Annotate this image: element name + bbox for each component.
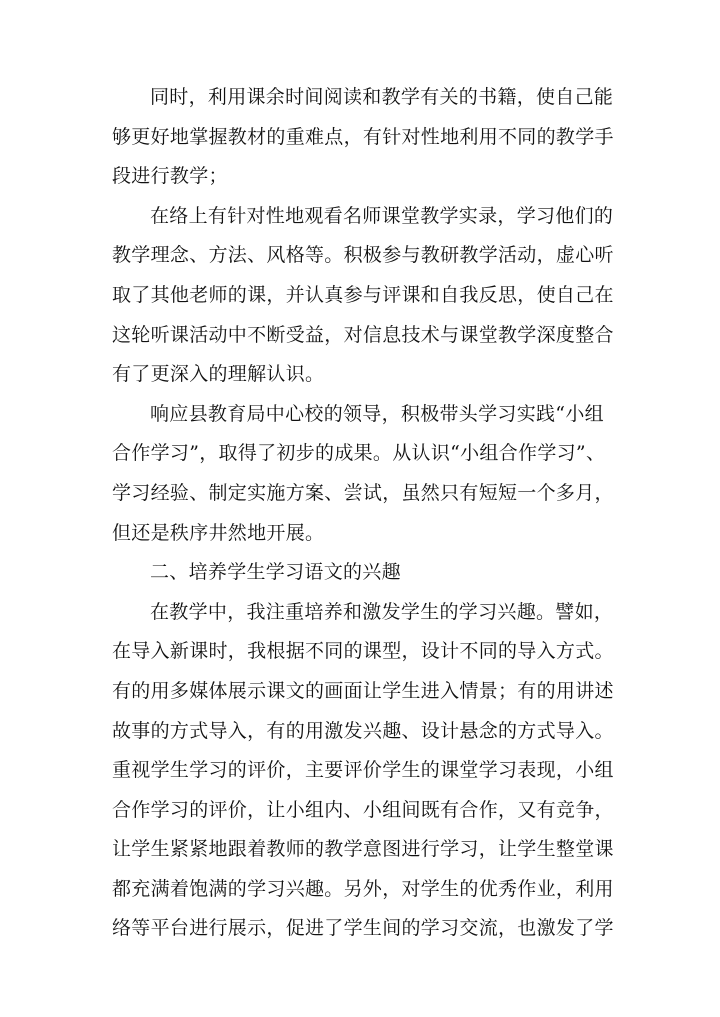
text-line: 但还是秩序井然地开展。 — [112, 521, 325, 544]
text-line: 教学理念、方法、风格等。积极参与教研教学活动，虚心听 — [112, 244, 614, 267]
text-line: 有的用多媒体展示课文的画面让学生进入情景；有的用讲述 — [112, 679, 614, 702]
text-line: 在络上有针对性地观看名师课堂教学实录，学习他们的 — [150, 204, 614, 227]
text-line: 重视学生学习的评价，主要评价学生的课堂学习表现，小组 — [112, 759, 614, 782]
text-line: 段进行教学； — [112, 165, 228, 188]
text-line: 有了更深入的理解认识。 — [112, 363, 325, 386]
text-line: 二、培养学生学习语文的兴趣 — [150, 561, 401, 584]
text-line: 合作学习的评价，让小组内、小组间既有合作，又有竞争， — [112, 798, 614, 821]
text-line: 都充满着饱满的学习兴趣。另外，对学生的优秀作业，利用 — [112, 877, 614, 900]
section-heading — [112, 553, 608, 593]
text-line: 响应县教育局中心校的领导，积极带头学习实践“小组 — [150, 402, 604, 425]
text-line: 取了其他老师的课，并认真参与评课和自我反思，使自己在 — [112, 283, 614, 306]
text-line: 在导入新课时，我根据不同的课型，设计不同的导入方式。 — [112, 640, 614, 663]
paragraph-5 — [112, 593, 614, 949]
text-line: 在教学中，我注重培养和激发学生的学习兴趣。譬如， — [150, 600, 614, 623]
text-line: 够更好地掌握教材的重难点，有针对性地利用不同的教学手 — [112, 125, 614, 148]
text-line: 这轮听课活动中不断受益，对信息技术与课堂教学深度整合 — [112, 323, 614, 346]
paragraph-2 — [112, 197, 614, 395]
text-line: 让学生紧紧地跟着教师的教学意图进行学习，让学生整堂课 — [112, 838, 614, 861]
text-line: 合作学习”，取得了初步的成果。从认识“小组合作学习”、 — [112, 442, 606, 465]
paragraph-3 — [112, 395, 614, 553]
paragraph-1 — [112, 78, 614, 197]
text-line: 故事的方式导入，有的用激发兴趣、设计悬念的方式导入。 — [112, 719, 614, 742]
text-line: 同时，利用课余时间阅读和教学有关的书籍，使自己能 — [150, 86, 614, 108]
document-page — [112, 78, 614, 949]
text-line: 络等平台进行展示，促进了学生间的学习交流，也激发了学 — [112, 917, 614, 940]
text-line: 学习经验、制定实施方案、尝试，虽然只有短短一个多月， — [112, 481, 614, 504]
